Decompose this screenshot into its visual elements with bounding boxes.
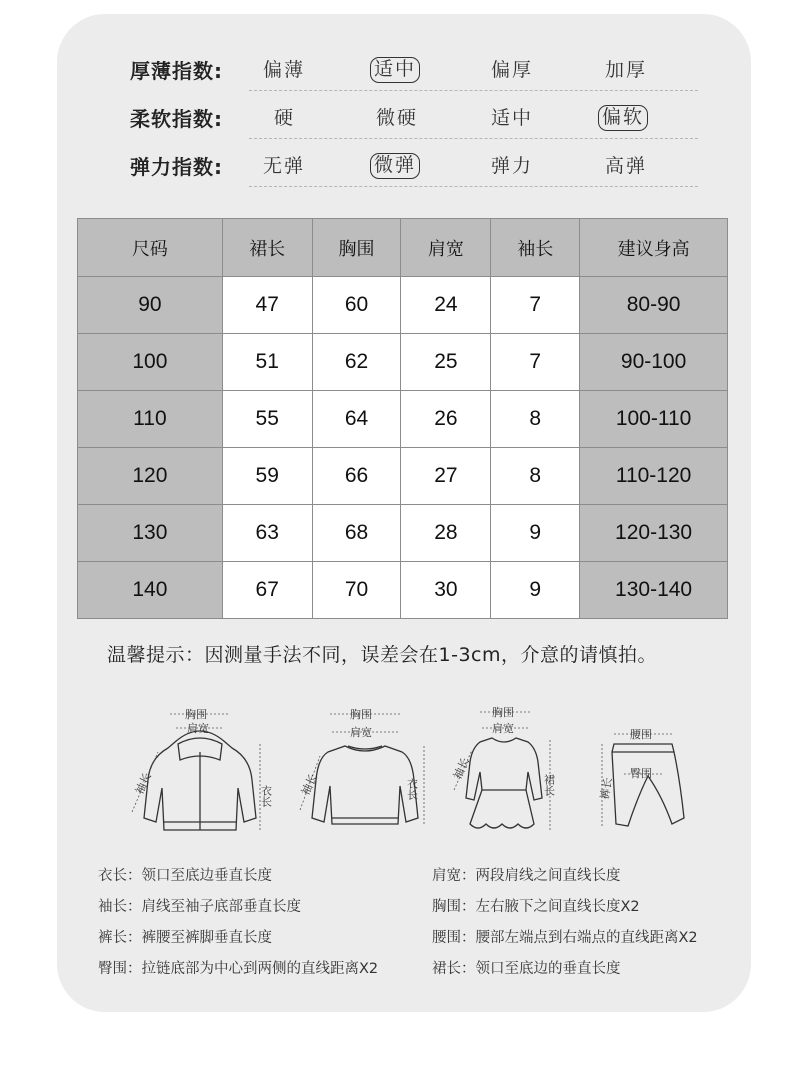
pants-diagram [588,700,698,840]
table-row [78,505,728,562]
sleeve-cell: 8 [491,391,580,448]
length-label: 裙长 [542,774,556,796]
softness-index-label: 柔软指数: [130,107,223,131]
chest-cell: 62 [312,334,401,391]
thickness-index-row [130,47,698,95]
divider [249,90,698,91]
sleeve-label: 袖长 [298,771,321,798]
elasticity-index-row [130,143,698,191]
length-label: 衣长 [259,785,273,807]
shoulder-label: 肩宽 [350,726,372,739]
dress-length-cell: 55 [222,391,312,448]
elasticity-option-elastic: 弹力 [491,155,534,177]
header-height: 建议身高 [580,219,728,277]
size-cell: 100 [78,334,223,391]
chest-cell: 68 [312,505,401,562]
table-row [78,448,728,505]
size-table [77,218,728,619]
dress-diagram [440,700,590,840]
waist-label: 腰围 [630,728,652,741]
header-shoulder: 肩宽 [401,219,491,277]
size-cell: 110 [78,391,223,448]
thickness-option-extra-thick: 加厚 [605,59,648,81]
elasticity-option-high: 高弹 [605,155,648,177]
table-row [78,277,728,334]
height-cell: 120-130 [580,505,728,562]
table-row [78,334,728,391]
dress-length-cell: 59 [222,448,312,505]
chest-label: 胸围 [185,708,207,721]
table-row [78,391,728,448]
size-cell: 120 [78,448,223,505]
height-cell: 90-100 [580,334,728,391]
measurement-tip: 温馨提示：因测量手法不同，误差会在1-3cm，介意的请慎拍。 [107,644,657,666]
note-chest: 胸围：左右腋下之间直线长度X2 [432,899,640,915]
size-cell: 90 [78,277,223,334]
elasticity-index-label: 弹力指数: [130,155,223,179]
shoulder-cell: 26 [401,391,491,448]
length-label: 衣长 [405,778,419,800]
softness-option-medium: 适中 [491,107,534,129]
chest-label: 胸围 [350,708,372,721]
divider [249,186,698,187]
size-cell: 140 [78,562,223,619]
note-sleeve: 袖长：肩线至袖子底部垂直长度 [98,899,301,915]
shoulder-label: 肩宽 [187,722,209,735]
chest-label: 胸围 [492,706,514,719]
dress-length-cell: 63 [222,505,312,562]
sleeve-label: 袖长 [450,755,473,782]
pants-length-label: 裤长 [598,776,615,801]
thickness-option-thick: 偏厚 [491,59,534,81]
height-cell: 130-140 [580,562,728,619]
thickness-index-label: 厚薄指数: [130,59,223,83]
jacket-diagram [120,700,280,840]
sleeve-cell: 9 [491,505,580,562]
note-dress-length: 裙长：领口至底边的垂直长度 [432,961,621,977]
table-row [78,562,728,619]
thickness-option-thin: 偏薄 [263,59,306,81]
softness-option-slightly-hard: 微硬 [376,107,419,129]
sweater-diagram [290,700,440,840]
table-header-row [78,219,728,277]
shoulder-label: 肩宽 [492,722,514,735]
shoulder-cell: 28 [401,505,491,562]
note-shoulder: 肩宽：两段肩线之间直线长度 [432,868,621,884]
height-cell: 80-90 [580,277,728,334]
note-waist: 腰围：腰部左端点到右端点的直线距离X2 [432,930,698,946]
elasticity-option-none: 无弹 [263,155,306,177]
shoulder-cell: 30 [401,562,491,619]
thickness-option-medium: 适中 [370,57,420,83]
shoulder-cell: 25 [401,334,491,391]
chest-cell: 66 [312,448,401,505]
size-cell: 130 [78,505,223,562]
note-length: 衣长：领口至底边垂直长度 [98,868,272,884]
chest-cell: 70 [312,562,401,619]
hip-label: 臀围 [630,767,652,780]
sleeve-label: 袖长 [132,770,155,797]
dress-length-cell: 67 [222,562,312,619]
height-cell: 100-110 [580,391,728,448]
chest-cell: 60 [312,277,401,334]
shoulder-cell: 24 [401,277,491,334]
elasticity-option-slight: 微弹 [370,153,420,179]
softness-option-hard: 硬 [274,107,296,129]
softness-index-row [130,95,698,143]
softness-option-soft: 偏软 [598,105,648,131]
note-hip: 臀围：拉链底部为中心到两侧的直线距离X2 [98,961,379,977]
height-cell: 110-120 [580,448,728,505]
sleeve-cell: 7 [491,334,580,391]
shoulder-cell: 27 [401,448,491,505]
header-dress-length: 裙长 [222,219,312,277]
sleeve-cell: 7 [491,277,580,334]
header-sleeve: 袖长 [491,219,580,277]
dress-length-cell: 51 [222,334,312,391]
dress-length-cell: 47 [222,277,312,334]
divider [249,138,698,139]
sleeve-cell: 9 [491,562,580,619]
sleeve-cell: 8 [491,448,580,505]
header-size: 尺码 [78,219,223,277]
header-chest: 胸围 [312,219,401,277]
chest-cell: 64 [312,391,401,448]
note-pants-length: 裤长：裤腰至裤脚垂直长度 [98,930,272,946]
